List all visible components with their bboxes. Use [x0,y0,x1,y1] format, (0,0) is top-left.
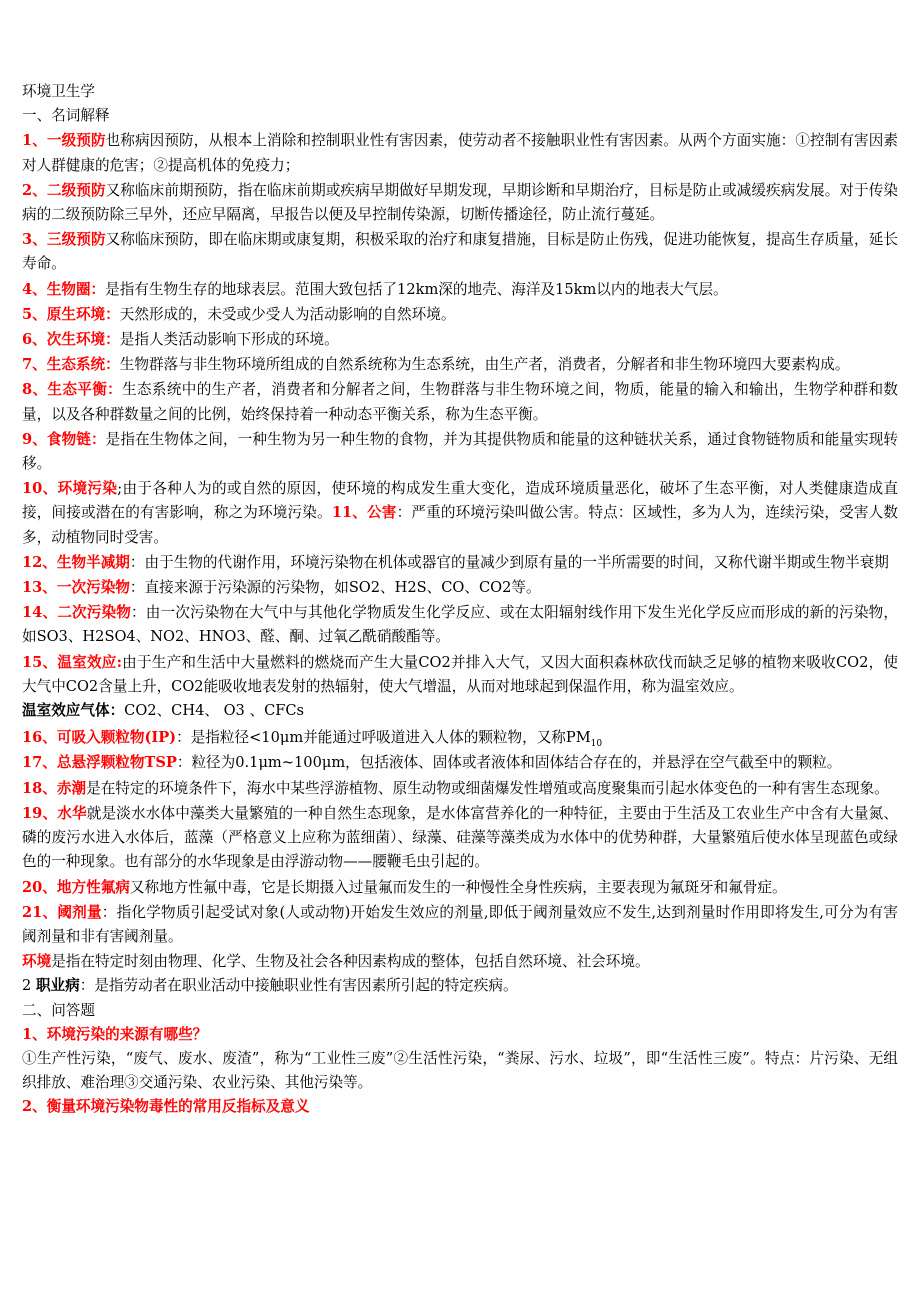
term-separator: ： [90,280,106,298]
term-definition: 是指粒径<10μm并能通过呼吸道进入人体的颗粒物，又称PM [190,729,591,747]
term-definition: 又称地方性氟中毒，它是长期摄入过量氟而发生的一种慢性全身性疾病，主要表现为氟斑牙和氟骨症。 [129,878,787,896]
term-definition: 粒径为0.1μm~100μm，包括液体、固体或者液体和固体结合存在的，并悬浮在空气截至中的颗粒。 [191,754,842,772]
term-number: 8、 [22,381,48,399]
term-entry-4 [22,278,898,302]
term-number: 11、 [331,504,368,522]
term-number: 14、 [22,604,58,622]
question-1-title [22,1023,898,1047]
term-list [22,129,898,476]
term-entry-2 [22,179,898,227]
term-separator: ： [396,504,412,522]
term-separator: ： [107,381,123,399]
term-entry-21 [22,901,898,949]
term-separator: ： [176,729,191,747]
term-entry-13 [22,576,898,600]
term-name: 总悬浮颗粒物TSP [56,754,177,772]
term-definition: 严重的环境污染叫做公害。特点：区域性，多为人为，连续污染，受害人数多，动植物同时受害。 [22,504,898,546]
term-entry-14 [22,601,898,649]
term-definition: 指化学物质引起受试对象(人或动物)开始发生效应的剂量,即低于阈剂量效应不发生,达到剂量时作用即将发生,可分为有害阈剂量和非有害阈剂量。 [22,903,898,945]
term-name: 原生环境 [46,305,106,323]
term-separator: ; [117,480,123,498]
term-name: 二次污染物 [57,604,131,622]
term-number: 4、 [22,280,47,298]
term-definition: 也称病因预防，从根本上消除和控制职业性有害因素，使劳动者不接触职业性有害因素。从两个方面实施：①控制有害因素对人群健康的危害；②提高机体的免疫力； [22,132,898,174]
section-heading-questions: 二、问答题 [22,1001,95,1019]
term-entry-9 [22,428,898,476]
term-separator: ： [105,356,120,374]
term-definition: 是指人类活动影响下形成的环境。 [119,331,339,349]
term-name: 环境污染 [57,480,118,498]
term-name: 环境 [22,953,52,971]
term-definition: 直接来源于污染源的污染物，如SO2、H2S、CO、CO2等。 [144,579,541,597]
term-name: 阈剂量 [57,903,102,921]
term-name: 食物链 [46,430,91,448]
term-entry-8 [22,378,898,426]
term-separator: ： [129,553,145,571]
term-name: 水华 [57,804,87,822]
term-number: 16、 [22,729,57,747]
term-name: 公害 [367,504,397,522]
term-definition: 由于生物的代谢作用，环境污染物在机体或器官的量减少到原有量的一半所需要的时间，又称代谢半期或生物半衰期 [144,553,889,571]
term-definition: 就是淡水水体中藻类大量繁殖的一种自然生态现象，是水体富营养化的一种特征，主要由于生活及工农业生产中含有大量氮、磷的废污水进入水体后，蓝藻（严格意义上应称为蓝细菌）、绿藻、硅藻等藻类成为水体中的优势种群，大量繁殖后使水体呈现蓝色或绿色的一种现象。也有部分的水华现象是由浮游动物——腰鞭毛虫引起的。 [22,804,898,871]
term-number: 2 [22,977,36,995]
term-number: 2、 [22,181,47,199]
greenhouse-gases-line [22,699,898,723]
term-name: 温室效应 [57,653,117,671]
term-entry-17 [22,751,898,775]
term-definition: 天然形成的，未受或少受人为活动影响的自然环境。 [119,305,456,323]
term-separator: ： [101,903,117,921]
term-definition: 生物群落与非生物环境所组成的自然系统称为生态系统，由生产者，消费者，分解者和非生物环境四大要素构成。 [119,356,850,374]
greenhouse-gases-label: 温室效应气体： [22,702,125,720]
term-separator: ： [90,430,106,448]
term-entry-environment [22,950,898,974]
term-definition: 是指在特定时刻由物理、化学、生物及社会各种因素构成的整体，包括自然环境、社会环境。 [51,953,650,971]
term-definition: 由于生产和生活中大量燃料的燃烧而产生大量CO2并排入大气，又因大面积森林砍伐而缺乏足够的植物来吸收CO2，使大气中CO2含量上升，CO2能吸收地表发射的热辐射，使大气增温，从而对地球起到保温作用，称为温室效应。 [22,653,898,695]
question-2-title [22,1095,898,1119]
term-name: 二级预防 [46,181,106,199]
term-entry-7 [22,353,898,377]
term-definition: 又称临床前期预防，指在临床前期或疾病早期做好早期发现，早期诊断和早期治疗，目标是防止或减缓疾病发展。对于传染病的二级预防除三早外，还应早隔离，早报告以便及早控制传染源，切断传播途径，防止流行蔓延。 [22,181,898,224]
question-title-text: 1、环境污染的来源有哪些？ [22,1025,208,1043]
term-definition: 是在特定的环境条件下，海水中某些浮游植物、原生动物或细菌爆发性增殖或高度聚集而引起水体变色的一种有害生态现象。 [86,779,889,797]
term-name: 赤潮 [56,779,87,797]
term-name: 生态平衡 [47,381,108,399]
term-entry-19 [22,802,898,875]
term-number: 19、 [22,804,58,822]
question-title-text: 2、衡量环境污染物毒性的常用反指标及意义 [22,1098,310,1116]
term-number: 5、 [22,305,47,323]
term-entry-20 [22,876,898,900]
term-entry-15 [22,651,898,699]
document-title: 环境卫生学 [22,83,95,100]
section-heading-definitions: 一、名词解释 [22,107,110,125]
term-name: 一级预防 [46,132,106,150]
term-number: 1、 [22,132,47,150]
term-entry-12 [22,551,898,575]
term-name: 职业病 [35,977,80,995]
term-number: 13、 [22,579,57,597]
term-entry-18 [22,777,898,801]
term-number: 21、 [22,903,58,921]
term-separator: : [116,653,122,671]
term-name: 生态系统 [46,356,106,374]
term-entry-occupational-disease [22,974,898,998]
term-definition: 是指在生物体之间，一种生物为另一种生物的食物，并为其提供物质和能量的这种链状关系，通过食物链物质和能量实现转移。 [22,430,898,473]
term-entry-1 [22,129,898,177]
term-definition: 由一次污染物在大气中与其他化学物质发生化学反应、或在太阳辐射线作用下发生光化学反应而形成的新的污染物，如SO3、H2SO4、NO2、HNO3、醛、酮、过氧乙酰硝酸酯等。 [22,604,898,646]
question-1-answer: ①生产性污染，“废气、废水、废渣”，称为“工业性三废”②生活性污染，“粪尿、污水、垃圾”，即“生活性三废”。特点：片污染、无组织排放、难治理③交通污染、农业污染、其他污染等。 [22,1049,898,1092]
term-definition: 生态系统中的生产者，消费者和分解者之间，生物群落与非生物环境之间，物质，能量的输入和输出，生物学种群和数量，以及各种群数量之间的比例，始终保持着一种动态平衡关系，称为生态平衡。 [22,381,898,423]
term-number: 10、 [22,480,58,498]
term-definition: 是指有生物生存的地球表层。范围大致包括了12km深的地壳、海洋及15km以内的地表大气层。 [105,280,728,298]
term-name: 次生环境 [46,331,106,349]
greenhouse-gases-list: CO2、CH4、 O3 、CFCs [124,702,305,720]
term-name: 一次污染物 [56,579,130,597]
term-number: 3、 [22,231,47,249]
term-number: 12、 [22,553,57,571]
term-definition: 由于各种人为的或自然的原因，使环境的构成发生重大变化，造成环境质量恶化，破坏了生态平衡，对人类健康造成直接，间接或潜在的有害影响，称之为环境污染。 [22,480,898,522]
term-separator: ： [131,604,146,622]
term-separator: ： [129,579,145,597]
term-entry-16 [22,726,898,750]
term-name: 可吸入颗粒物(IP) [56,729,177,747]
subscript-10: 10 [590,739,603,750]
term-name: 生物半减期 [56,553,130,571]
term-definition: ：是指劳动者在职业活动中接触职业性有害因素所引起的特定疾病。 [79,977,518,995]
term-name: 生物圈 [46,280,91,298]
term-definition: 又称临床预防，即在临床期或康复期，积极采取的治疗和康复措施，目标是防止伤残，促进功能恢复，提高生存质量，延长寿命。 [22,231,898,273]
term-number: 9、 [22,430,47,448]
term-number: 15、 [22,653,58,671]
term-number: 17、 [22,754,57,772]
term-name: 三级预防 [46,231,106,249]
term-entry-3 [22,228,898,276]
term-entry-6 [22,328,898,352]
term-number: 7、 [22,356,47,374]
term-number: 20、 [22,878,57,896]
term-number: 6、 [22,331,47,349]
term-entry-10-11 [22,477,898,550]
term-separator: ： [176,754,192,772]
term-name: 地方性氟病 [56,878,130,896]
term-separator: ： [105,331,120,349]
term-number: 18、 [22,779,57,797]
term-entry-5 [22,303,898,327]
term-separator: ： [105,305,120,323]
